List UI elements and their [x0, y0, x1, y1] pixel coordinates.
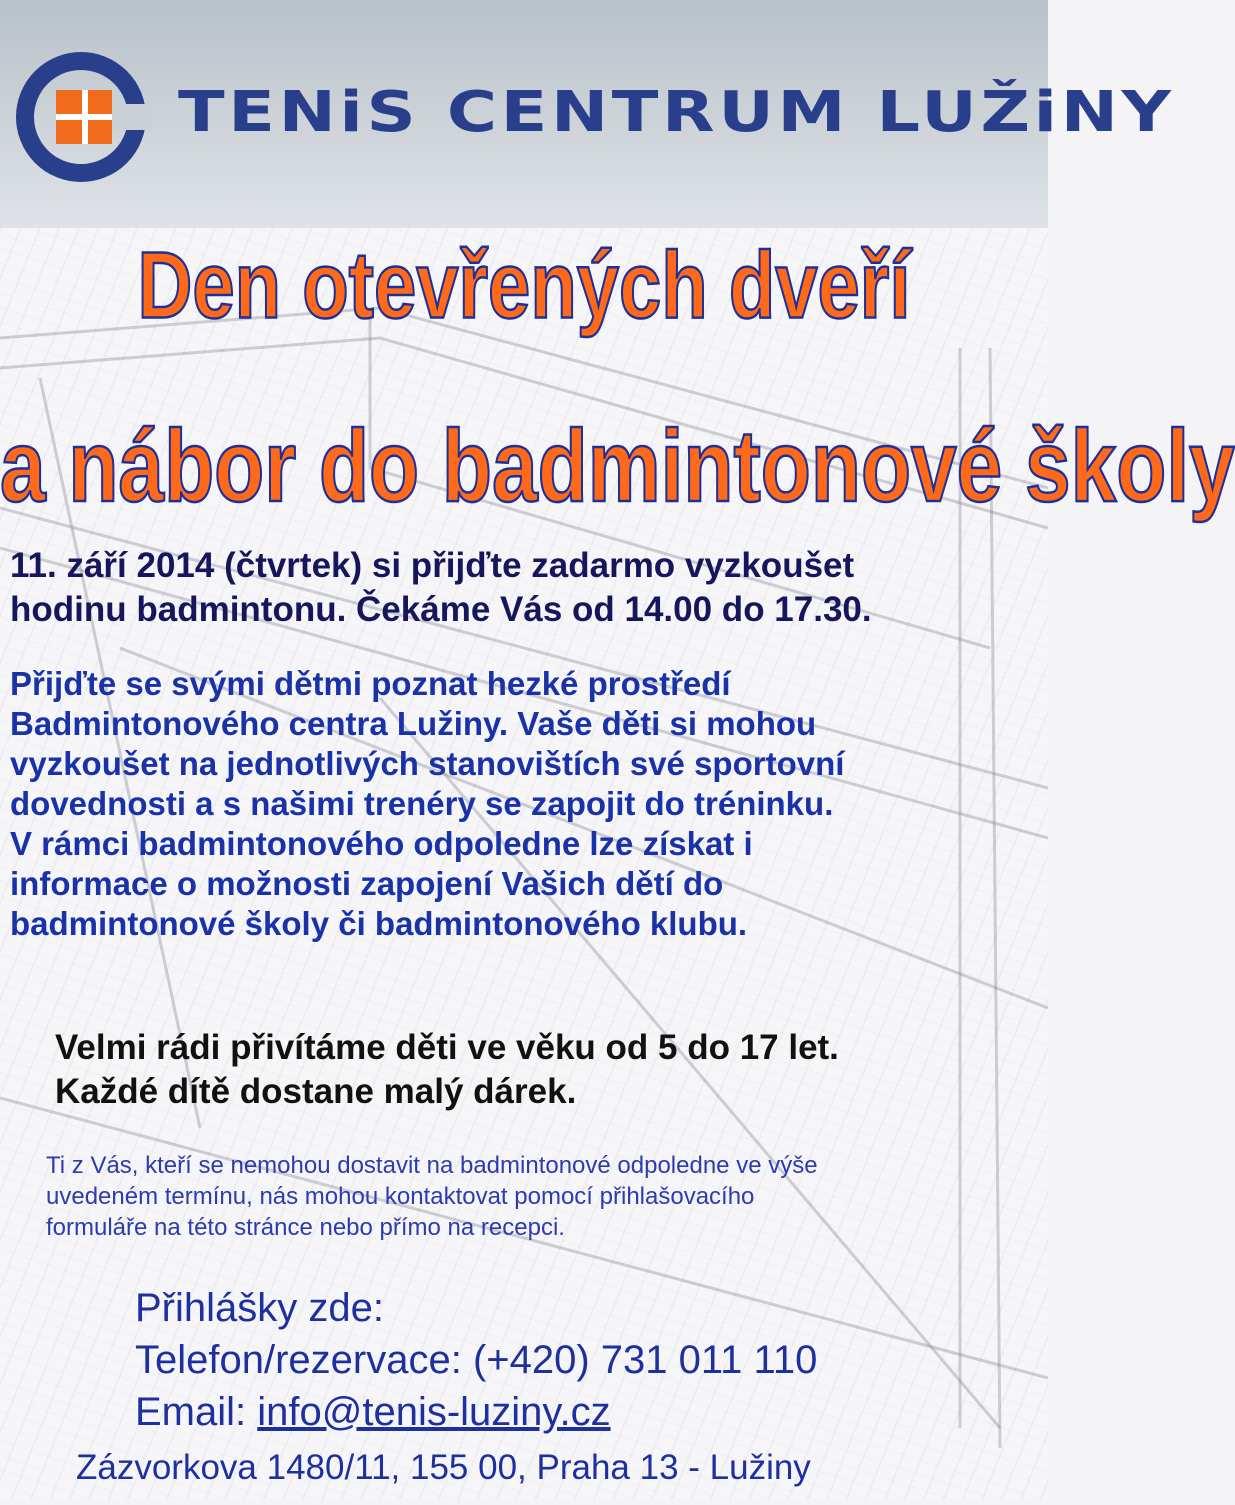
email-link[interactable]: info@tenis-luziny.cz	[257, 1390, 611, 1434]
main-line: Přijďte se svými dětmi poznat hezké prostředí	[10, 665, 731, 702]
intro-line: 11. září 2014 (čtvrtek) si přijďte zadarmo vyzkoušet	[10, 546, 855, 585]
phone-row	[135, 1334, 1035, 1386]
note-line: uvedeném termínu, nás mohou kontaktovat pomocí přihlašovacího	[46, 1183, 755, 1210]
phone-number[interactable]: (+420) 731 011 110	[472, 1338, 818, 1382]
intro-paragraph	[10, 544, 1050, 632]
note-paragraph	[46, 1150, 1036, 1243]
contacts-title: Přihlášky zde:	[135, 1286, 384, 1330]
main-line: vyzkoušet na jednotlivých stanovištích své sportovní	[10, 745, 845, 782]
main-line: V rámci badmintonového odpoledne lze získat i	[10, 825, 753, 862]
main-line: Badmintonového centra Lužiny. Vaše děti si mohou	[10, 705, 817, 742]
contacts-block	[135, 1282, 1035, 1438]
phone-label: Telefon/rezervace:	[135, 1338, 473, 1382]
tenis-centrum-logo	[16, 52, 146, 182]
welcome-line: Každé dítě dostane malý dárek.	[55, 1072, 577, 1111]
headline-line-2: a nábor do badmintonové školy	[0, 409, 1235, 524]
main-line: dovednosti a s našimi trenéry se zapojit do tréninku.	[10, 785, 834, 822]
email-row	[135, 1386, 1035, 1438]
welcome-line: Velmi rádi přivítáme děti ve věku od 5 do 17 let.	[55, 1028, 839, 1067]
welcome-paragraph	[55, 1026, 1045, 1114]
address: Zázvorkova 1480/11, 155 00, Praha 13 - Lužiny	[76, 1448, 811, 1487]
main-line: informace o možnosti zapojení Vašich dětí do	[10, 865, 724, 902]
intro-line: hodinu badmintonu. Čekáme Vás od 14.00 do 17.30.	[10, 590, 872, 629]
note-line: Ti z Vás, kteří se nemohou dostavit na badmintonové odpoledne ve výše	[46, 1152, 818, 1179]
main-paragraph	[10, 664, 1050, 944]
brand-name: TENiS CENTRUM LUŽiNY	[178, 80, 1175, 145]
headline-line-1: Den otevřených dveří	[137, 232, 911, 339]
header-banner	[0, 0, 1175, 228]
note-line: formuláře na této stránce nebo přímo na recepci.	[46, 1214, 565, 1241]
email-label: Email:	[135, 1390, 258, 1434]
main-line: badmintonové školy či badmintonového klubu.	[10, 905, 748, 942]
